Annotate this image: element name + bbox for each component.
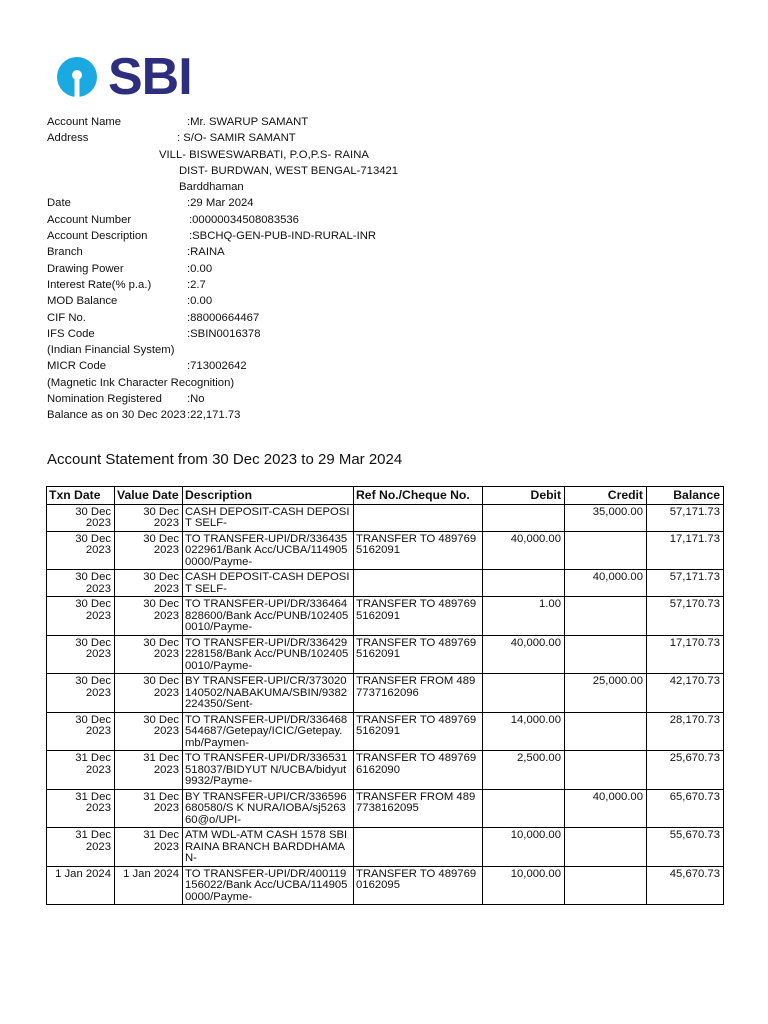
txn-date-cell: 31 Dec 2023	[47, 751, 115, 790]
balance-cell: 65,670.73	[647, 789, 724, 828]
txn-date-cell: 30 Dec 2023	[47, 597, 115, 636]
table-row	[47, 866, 724, 905]
description-cell: TO TRANSFER-UPI/DR/336429228158/Bank Acc/PUNB/1024050010/Payme-	[183, 635, 354, 674]
header-value-date: Value Date	[115, 487, 183, 505]
info-label: CIF No.	[47, 311, 86, 324]
ref-cell: TRANSFER FROM 4897738162095	[354, 789, 483, 828]
txn-date-cell: 30 Dec 2023	[47, 712, 115, 751]
credit-cell: 40,000.00	[565, 570, 647, 597]
value-date-cell: 1 Jan 2024	[115, 866, 183, 905]
txn-date-cell: 30 Dec 2023	[47, 531, 115, 570]
debit-cell: 10,000.00	[483, 866, 565, 905]
ref-cell	[354, 570, 483, 597]
description-cell: BY TRANSFER-UPI/CR/336596680580/S K NURA/IOBA/sj526360@o/UPI-	[183, 789, 354, 828]
header-ref-no: Ref No./Cheque No.	[354, 487, 483, 505]
credit-cell	[565, 597, 647, 636]
info-label: IFS Code	[47, 327, 95, 340]
table-header-row	[47, 487, 724, 505]
value-date-cell: 30 Dec 2023	[115, 635, 183, 674]
description-cell: ATM WDL-ATM CASH 1578 SBI RAINA BRANCH BARDDHAMAN-	[183, 828, 354, 867]
credit-cell: 25,000.00	[565, 674, 647, 713]
credit-cell	[565, 751, 647, 790]
debit-cell: 1.00	[483, 597, 565, 636]
info-value: :0.00	[187, 262, 213, 275]
header-debit: Debit	[483, 487, 565, 505]
table-row	[47, 597, 724, 636]
debit-cell	[483, 789, 565, 828]
balance-cell: 42,170.73	[647, 674, 724, 713]
description-cell: TO TRANSFER-UPI/DR/336435022961/Bank Acc/UCBA/1149050000/Payme-	[183, 531, 354, 570]
credit-cell	[565, 712, 647, 751]
info-value: :22,171.73	[187, 409, 241, 422]
credit-cell	[565, 635, 647, 674]
ref-cell: TRANSFER TO 4897690162095	[354, 866, 483, 905]
txn-date-cell: 30 Dec 2023	[47, 504, 115, 531]
value-date-cell: 31 Dec 2023	[115, 828, 183, 867]
sbi-keyhole-icon	[56, 56, 98, 98]
info-label: Balance as on 30 Dec 2023	[47, 409, 186, 422]
ref-cell: TRANSFER TO 4897695162091	[354, 712, 483, 751]
ref-cell	[354, 828, 483, 867]
table-row	[47, 531, 724, 570]
value-date-cell: 30 Dec 2023	[115, 597, 183, 636]
table-row	[47, 635, 724, 674]
ref-cell: TRANSFER TO 4897695162091	[354, 635, 483, 674]
credit-cell	[565, 828, 647, 867]
info-label: Drawing Power	[47, 262, 124, 275]
value-date-cell: 30 Dec 2023	[115, 504, 183, 531]
credit-cell	[565, 531, 647, 570]
balance-cell: 28,170.73	[647, 712, 724, 751]
txn-date-cell: 31 Dec 2023	[47, 828, 115, 867]
txn-date-cell: 30 Dec 2023	[47, 570, 115, 597]
balance-cell: 17,171.73	[647, 531, 724, 570]
balance-cell: 45,670.73	[647, 866, 724, 905]
balance-cell: 25,670.73	[647, 751, 724, 790]
info-value: :2.7	[187, 278, 206, 291]
header-txn-date: Txn Date	[47, 487, 115, 505]
balance-cell: 55,670.73	[647, 828, 724, 867]
info-label: MICR Code	[47, 360, 107, 373]
value-date-cell: 30 Dec 2023	[115, 712, 183, 751]
txn-date-cell: 30 Dec 2023	[47, 635, 115, 674]
info-label: Account Number	[47, 213, 132, 226]
value-date-cell: 30 Dec 2023	[115, 531, 183, 570]
info-value: :Mr. SWARUP SAMANT	[187, 116, 309, 128]
debit-cell	[483, 504, 565, 531]
description-cell: BY TRANSFER-UPI/CR/373020140502/NABAKUMA/SBIN/9382224350/Sent-	[183, 674, 354, 713]
ref-cell: TRANSFER FROM 4897737162096	[354, 674, 483, 713]
info-value: :RAINA	[187, 246, 225, 259]
bank-name: SBI	[108, 48, 192, 106]
table-row	[47, 751, 724, 790]
debit-cell: 40,000.00	[483, 531, 565, 570]
value-date-cell: 31 Dec 2023	[115, 751, 183, 790]
info-label: (Indian Financial System)	[47, 344, 175, 357]
txn-date-cell: 31 Dec 2023	[47, 789, 115, 828]
debit-cell: 2,500.00	[483, 751, 565, 790]
statement-title: Account Statement from 30 Dec 2023 to 29 Mar 2024	[47, 451, 403, 468]
ref-cell: TRANSFER TO 4897696162090	[354, 751, 483, 790]
header-credit: Credit	[565, 487, 647, 505]
transaction-table	[46, 486, 724, 905]
table-row	[47, 674, 724, 713]
info-value: :SBCHQ-GEN-PUB-IND-RURAL-INR	[189, 230, 377, 243]
debit-cell: 40,000.00	[483, 635, 565, 674]
txn-date-cell: 1 Jan 2024	[47, 866, 115, 905]
info-value: :No	[187, 393, 205, 406]
description-cell: CASH DEPOSIT-CASH DEPOSIT SELF-	[183, 570, 354, 597]
info-value: :88000664467	[187, 311, 260, 324]
value-date-cell: 30 Dec 2023	[115, 674, 183, 713]
description-cell: TO TRANSFER-UPI/DR/336531518037/BIDYUT N/UCBA/bidyut9932/Payme-	[183, 751, 354, 790]
info-label: Account Name	[47, 116, 122, 128]
description-cell: TO TRANSFER-UPI/DR/400119156022/Bank Acc/UCBA/1149050000/Payme-	[183, 866, 354, 905]
info-value: DIST- BURDWAN, WEST BENGAL-713421	[179, 164, 399, 177]
description-cell: CASH DEPOSIT-CASH DEPOSIT SELF-	[183, 504, 354, 531]
sbi-logo	[56, 48, 192, 106]
info-value: : S/O- SAMIR SAMANT	[177, 132, 296, 145]
ref-cell	[354, 504, 483, 531]
info-label: Branch	[47, 246, 83, 259]
table-row	[47, 570, 724, 597]
table-row	[47, 504, 724, 531]
info-value: :SBIN0016378	[187, 327, 261, 340]
info-label: Nomination Registered	[47, 393, 162, 406]
info-value: :0.00	[187, 295, 213, 308]
info-label: Address	[47, 132, 89, 145]
balance-cell: 57,171.73	[647, 570, 724, 597]
description-cell: TO TRANSFER-UPI/DR/336464828600/Bank Acc/PUNB/1024050010/Payme-	[183, 597, 354, 636]
table-row	[47, 828, 724, 867]
description-cell: TO TRANSFER-UPI/DR/336468544687/Getepay/ICIC/Getepay.mb/Paymen-	[183, 712, 354, 751]
ref-cell: TRANSFER TO 4897695162091	[354, 531, 483, 570]
info-label: Date	[47, 197, 71, 210]
info-value: Barddhaman	[179, 181, 244, 194]
info-label: (Magnetic Ink Character Recognition)	[47, 376, 235, 389]
debit-cell: 14,000.00	[483, 712, 565, 751]
info-value: :00000034508083536	[189, 213, 299, 226]
ref-cell: TRANSFER TO 4897695162091	[354, 597, 483, 636]
balance-cell: 57,171.73	[647, 504, 724, 531]
debit-cell	[483, 570, 565, 597]
info-label: Account Description	[47, 230, 148, 243]
info-value: :29 Mar 2024	[187, 197, 254, 210]
value-date-cell: 31 Dec 2023	[115, 789, 183, 828]
table-row	[47, 712, 724, 751]
info-label: MOD Balance	[47, 295, 118, 308]
info-value: VILL- BISWESWARBATI, P.O,P.S- RAINA	[159, 148, 369, 161]
txn-date-cell: 30 Dec 2023	[47, 674, 115, 713]
balance-cell: 17,170.73	[647, 635, 724, 674]
info-label: Interest Rate(% p.a.)	[47, 278, 152, 291]
credit-cell: 40,000.00	[565, 789, 647, 828]
header-balance: Balance	[647, 487, 724, 505]
table-row	[47, 789, 724, 828]
debit-cell	[483, 674, 565, 713]
credit-cell	[565, 866, 647, 905]
credit-cell: 35,000.00	[565, 504, 647, 531]
debit-cell: 10,000.00	[483, 828, 565, 867]
info-value: :713002642	[187, 360, 247, 373]
header-description: Description	[183, 487, 354, 505]
value-date-cell: 30 Dec 2023	[115, 570, 183, 597]
balance-cell: 57,170.73	[647, 597, 724, 636]
